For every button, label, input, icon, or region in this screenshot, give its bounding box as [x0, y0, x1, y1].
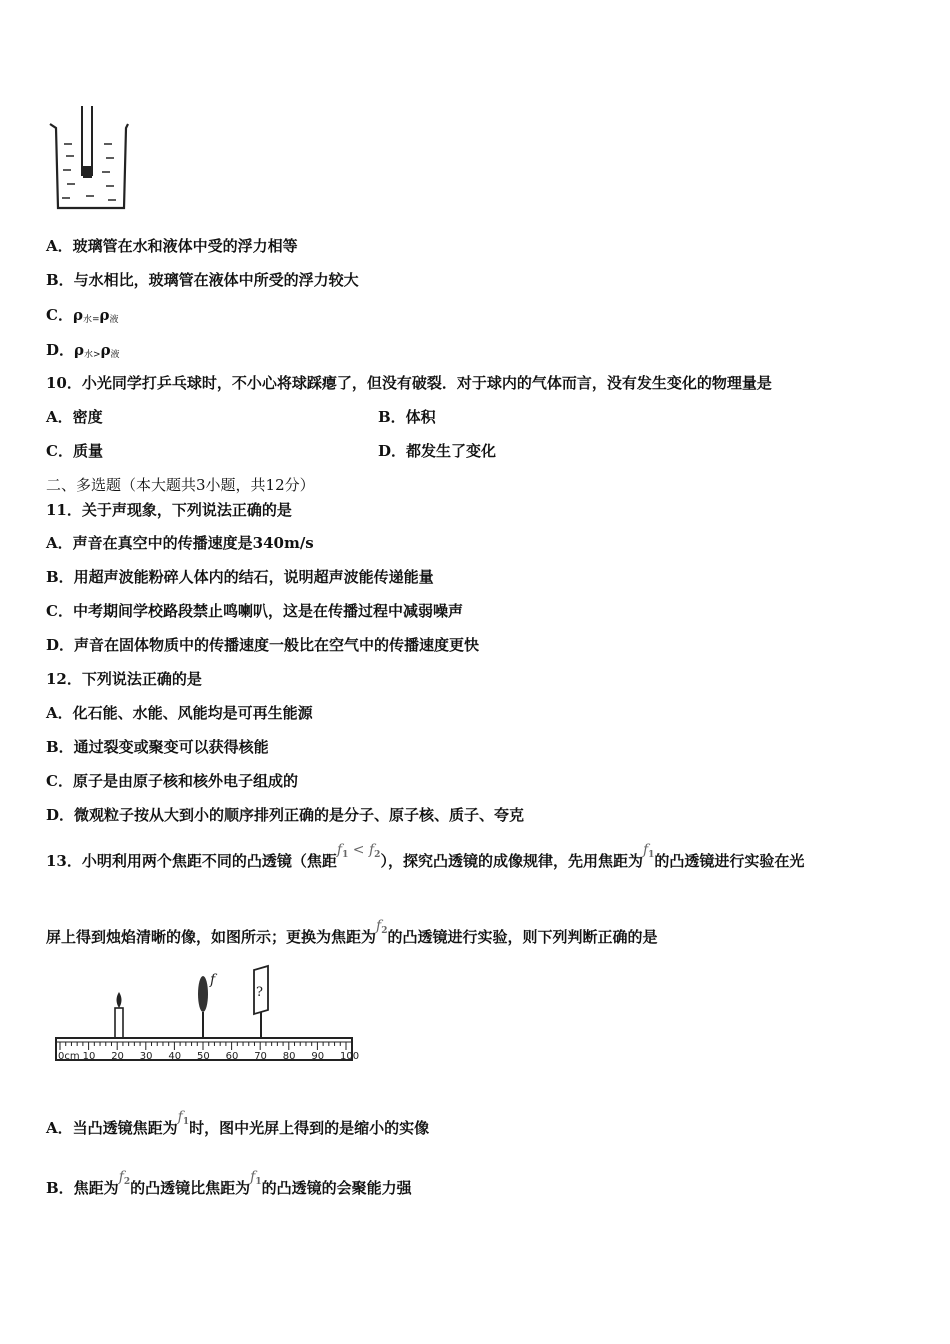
q13-option-b: [46, 1169, 412, 1204]
ruler-tick-label: 70: [254, 1051, 267, 1062]
section-heading: 二、多选题（本大题共3小题，共12分）: [46, 476, 315, 494]
convex-lens: [198, 972, 218, 1038]
ruler-tick-label: 50: [197, 1051, 210, 1062]
math-f: f: [368, 842, 375, 858]
q12-option-c: C．原子是由原子核和核外电子组成的: [46, 772, 298, 790]
q13-stem-part: 的凸透镜进行实验在光: [654, 852, 805, 870]
subscript: 液: [110, 350, 120, 360]
optical-bench-figure: [50, 964, 360, 1070]
q10-option-d: D．都发生了变化: [378, 442, 497, 460]
rho-symbol: ρ: [99, 306, 110, 324]
ruler-tick-label: 30: [139, 1051, 153, 1062]
math-sub: 1: [182, 1117, 190, 1127]
lens-label: f: [210, 972, 216, 988]
q10-option-c: C．质量: [46, 442, 103, 460]
candle: [115, 992, 123, 1038]
ruler: [56, 1038, 359, 1062]
math-f: f: [177, 1109, 183, 1125]
subscript: 液: [109, 315, 119, 325]
ruler-tick-label: 20: [111, 1051, 124, 1062]
rho-symbol: ρ: [72, 306, 83, 324]
q9-option-b: B．与水相比，玻璃管在液体中所受的浮力较大: [46, 271, 359, 289]
q9-option-a: A．玻璃管在水和液体中受的浮力相等: [46, 237, 298, 255]
q13-stem-line2: [46, 918, 658, 953]
q13-option-a: [46, 1109, 430, 1144]
q13-stem-part: ），探究凸透镜的成像规律，先用焦距为: [380, 852, 643, 870]
ruler-tick-label: 40: [168, 1051, 182, 1062]
q13-option-b-part: B．焦距为: [46, 1179, 119, 1197]
math-sub: 2: [374, 850, 381, 860]
ruler-tick-label: 0cm: [58, 1051, 80, 1062]
q13-option-b-part: 的凸透镜的会聚能力强: [261, 1179, 412, 1197]
math-f: f: [376, 918, 382, 934]
operator: =: [91, 315, 100, 325]
math-sub: 1: [648, 850, 655, 860]
beaker-figure: [48, 104, 130, 212]
q13-option-a-part: 时，图中光屏上得到的是缩小的实像: [189, 1119, 430, 1137]
q11-option-a: A．声音在真空中的传播速度是340m/s: [46, 534, 314, 552]
q13-stem-part: 的凸透镜进行实验，则下列判断正确的是: [387, 928, 658, 946]
q9-option-d: [46, 340, 120, 365]
ruler-tick-label: 80: [282, 1051, 296, 1062]
q11-option-d: D．声音在固体物质中的传播速度一般比在空气中的传播速度更快: [46, 636, 480, 654]
q11-option-c: C．中考期间学校路段禁止鸣喇叭，这是在传播过程中减弱噪声: [46, 602, 463, 620]
ruler-tick-label: 60: [225, 1051, 239, 1062]
math-f: f: [118, 1169, 124, 1185]
q10-stem: 10．小光同学打乒乓球时，不小心将球踩瘪了，但没有破裂．对于球内的气体而言，没有发生变化的物理量是: [46, 374, 772, 392]
rho-symbol: ρ: [100, 341, 111, 359]
light-screen: [254, 966, 268, 1038]
q9-option-c: [46, 305, 119, 330]
q13-stem-part: 13．小明利用两个焦距不同的凸透镜（焦距: [46, 852, 337, 870]
q10-option-b: B．体积: [378, 408, 436, 426]
math-sub: 2: [381, 926, 388, 936]
math-sub: 1: [255, 1177, 262, 1187]
math-op: <: [348, 842, 369, 858]
q12-option-b: B．通过裂变或聚变可以获得核能: [46, 738, 269, 756]
ruler-tick-label: 10: [82, 1051, 96, 1062]
q12-stem: 12．下列说法正确的是: [46, 670, 202, 688]
q12-option-d: D．微观粒子按从大到小的顺序排列正确的是分子、原子核、质子、夸克: [46, 806, 525, 824]
subscript: 水: [84, 350, 94, 360]
rho-symbol: ρ: [74, 341, 84, 359]
math-sub: 2: [123, 1177, 131, 1187]
q12-option-a: A．化石能、水能、风能均是可再生能源: [46, 704, 313, 722]
math-f: f: [642, 842, 649, 858]
q11-option-b: B．用超声波能粉碎人体内的结石，说明超声波能传递能量: [46, 568, 434, 586]
math-sub: 1: [342, 850, 349, 860]
q13-option-b-part: 的凸透镜比焦距为: [130, 1179, 251, 1197]
q13-option-a-part: A．当凸透镜焦距为: [46, 1119, 178, 1137]
q13-stem-line1: [46, 842, 805, 877]
q11-stem: 11．关于声现象，下列说法正确的是: [46, 501, 292, 519]
math-f: f: [250, 1169, 256, 1185]
screen-label: ?: [256, 985, 263, 1000]
subscript: 水: [82, 315, 92, 325]
q13-stem-part: 屏上得到烛焰清晰的像，如图所示；更换为焦距为: [46, 928, 377, 946]
ruler-tick-label: 90: [311, 1051, 325, 1062]
ruler-tick-label: 100: [340, 1051, 360, 1062]
q9-option-c-prefix: C．: [46, 306, 73, 324]
math-f: f: [336, 842, 343, 858]
operator: >: [93, 350, 101, 360]
q9-option-d-prefix: D．: [46, 341, 75, 359]
q10-option-a: A．密度: [46, 408, 103, 426]
